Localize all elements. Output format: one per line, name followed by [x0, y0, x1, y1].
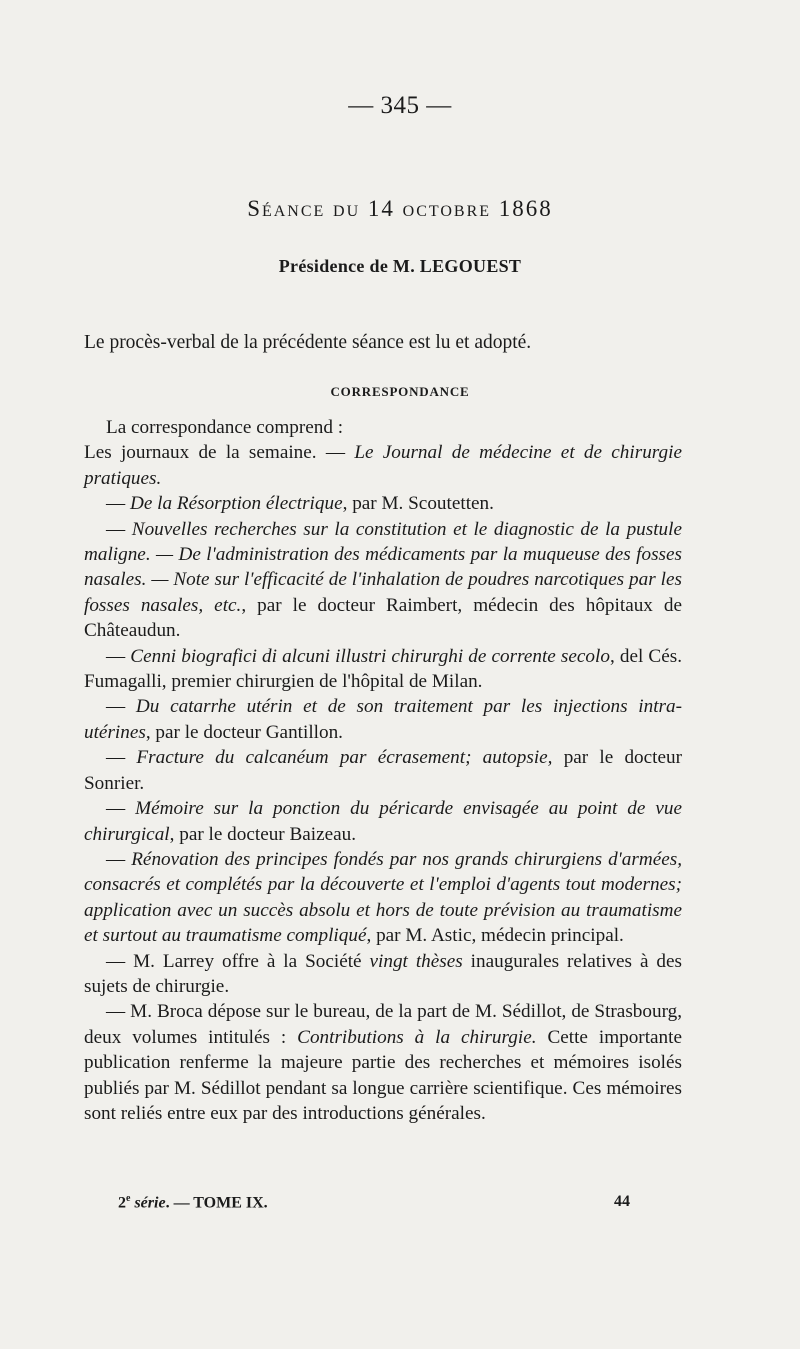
body-text [84, 415, 682, 1126]
footer-signature: 44 [614, 1193, 630, 1210]
page-number: — 345 — [348, 92, 452, 119]
section-heading: CORRESPONDANCE [330, 384, 470, 399]
paragraph-8: — Mémoire sur la ponction du péricarde envisagée au point de vue chirurgical, par le docteur Baizeau. [84, 798, 683, 845]
paragraph-7: — Fracture du calcanéum par écrasement; autopsie, par le docteur Sonrier. [84, 747, 682, 794]
presidency-line: Présidence de M. LEGOUEST [278, 256, 522, 276]
paragraph-5: — Cenni biografici di alcuni illustri chirurghi de corrente secolo, del Cés. Fumagalli, premier chirurgien de l'hôpital de Milan. [84, 645, 682, 693]
paragraph-4: — Nouvelles recherches sur la constitution et le diagnostic de la pustule maligne. — De l'administration des médicaments par la muqueuse des fosses nasales. — Note sur l'efficacité de l'inhalation de poudres narcotiques par les fosses nasales, etc., par le docteur Raimbert, médecin des hôpitaux de Châteaudun. [84, 518, 683, 642]
paragraph-2: Les journaux de la semaine. — Le Journal de médecine et de chirurgie pratiques. [84, 442, 682, 489]
paragraph-6: — Du catarrhe utérin et de son traitement par les injections intra-utérines, par le docteur Gantillon. [84, 696, 682, 743]
footer-series: 2e série. — TOME IX. [118, 1193, 268, 1212]
paragraph-10: — M. Larrey offre à la Société vingt thèses inaugurales relatives à des sujets de chirurgie. [84, 950, 682, 997]
paragraph-9: — Rénovation des principes fondés par nos grands chirurgiens d'armées, consacrés et complétés par la découverte et l'emploi d'agents tout modernes; application avec un succès absolu et hors de toute prévision au traumatisme et surtout au traumatisme compliqué, par M. Astic, médecin principal. [84, 848, 682, 947]
session-title: Séance du 14 octobre 1868 [247, 196, 553, 221]
paragraph-1: La correspondance comprend : [106, 417, 344, 438]
opening-line: Le procès-verbal de la précédente séance est lu et adopté. [84, 332, 532, 353]
paragraph-3: — De la Résorption électrique, par M. Scoutetten. [106, 493, 494, 515]
paragraph-11: — M. Broca dépose sur le bureau, de la part de M. Sédillot, de Strasbourg, deux volumes intitulés : Contributions à la chirurgie. Cette importante publication renferme la majeure partie des recherches et mémoires isolés publiés par M. Sédillot pendant sa longue carrière scientifique. Ces mémoires sont reliés entre eux par des introductions générales. [84, 1001, 682, 1124]
